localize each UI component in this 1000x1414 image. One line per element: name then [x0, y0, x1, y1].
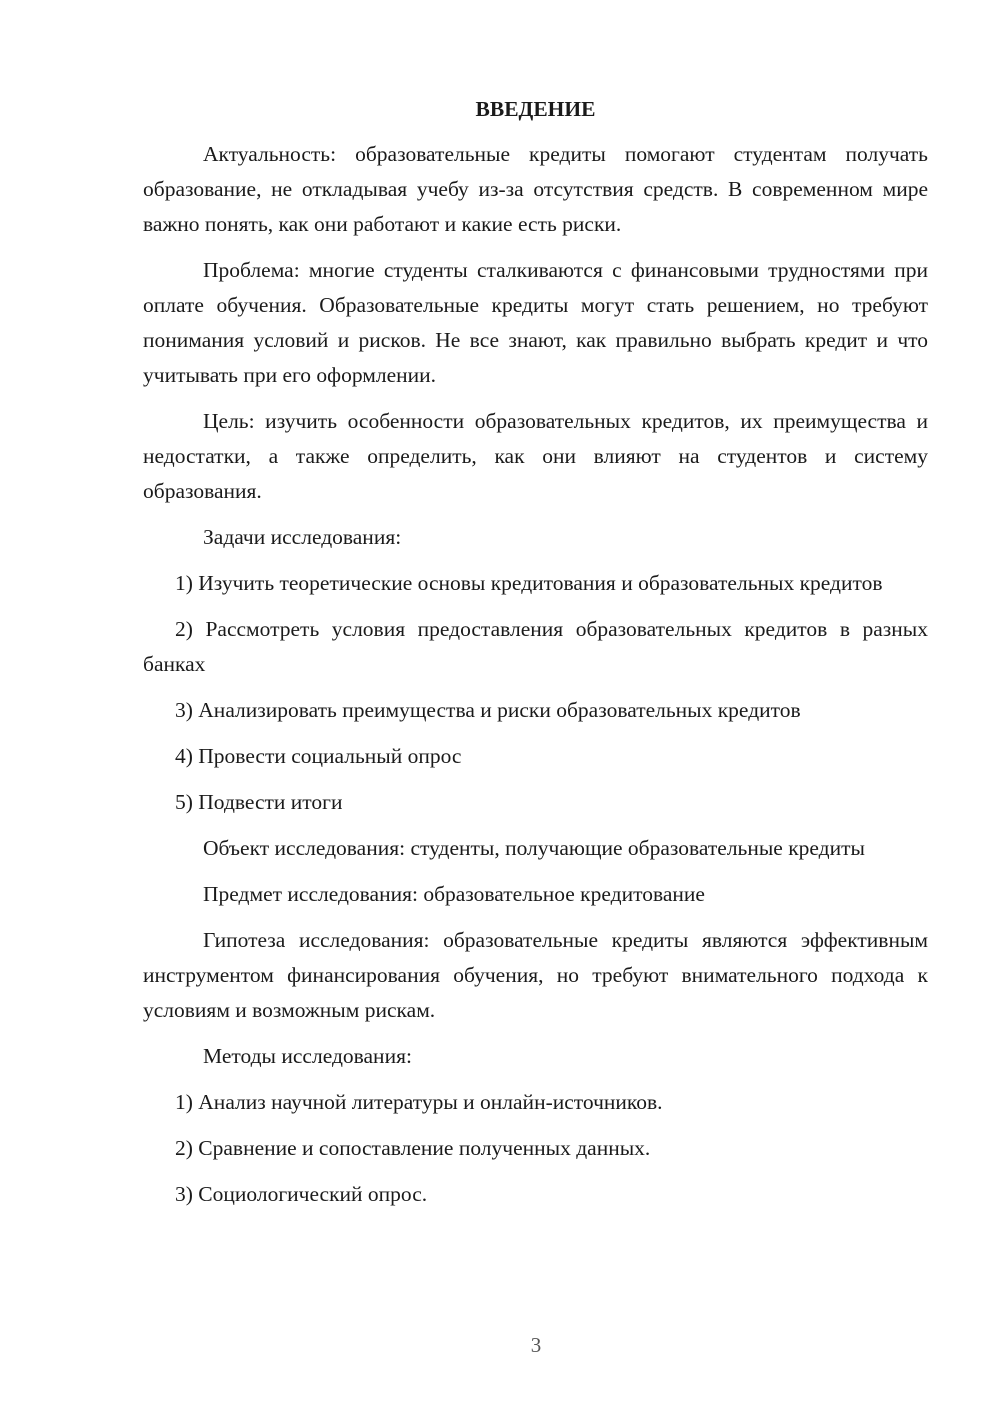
- tasks-heading: Задачи исследования:: [203, 525, 402, 549]
- task-item: 3) Анализировать преимущества и риски образовательных кредитов: [175, 698, 801, 722]
- method-item: 3) Социологический опрос.: [175, 1182, 428, 1206]
- method-item: 2) Сравнение и сопоставление полученных данных.: [175, 1136, 651, 1160]
- method-item: 1) Анализ научной литературы и онлайн-источников.: [175, 1090, 663, 1114]
- problem-paragraph: Проблема: многие студенты сталкиваются с финансовыми трудностями при оплате обучения. Образовательные кредиты могут стать решением, но требуют понимания условий и рисков. Не все знают, как правильно выбрать кредит и что учитывать при его оформлении.: [143, 258, 928, 387]
- task-item: 5) Подвести итоги: [175, 790, 343, 814]
- methods-heading: Методы исследования:: [203, 1044, 412, 1068]
- page-number: 3: [530, 1333, 542, 1357]
- hypothesis-paragraph: Гипотеза исследования: образовательные кредиты являются эффективным инструментом финансирования обучения, но требуют внимательного подхода к условиям и возможным рискам.: [143, 928, 928, 1022]
- task-item: 1) Изучить теоретические основы кредитования и образовательных кредитов: [175, 571, 883, 595]
- subject-paragraph: Предмет исследования: образовательное кредитование: [203, 882, 705, 906]
- object-paragraph: Объект исследования: студенты, получающие образовательные кредиты: [203, 836, 865, 860]
- page-content: [143, 92, 928, 1223]
- task-item: 4) Провести социальный опрос: [175, 744, 462, 768]
- section-title: ВВЕДЕНИЕ: [475, 97, 596, 121]
- goal-paragraph: Цель: изучить особенности образовательных кредитов, их преимущества и недостатки, а также определить, как они влияют на студентов и систему образования.: [143, 409, 928, 503]
- relevance-paragraph: Актуальность: образовательные кредиты помогают студентам получать образование, не откладывая учебу из-за отсутствия средств. В современном мире важно понять, как они работают и какие есть риски.: [143, 142, 928, 236]
- task-item: 2) Рассмотреть условия предоставления образовательных кредитов в разных банках: [143, 617, 928, 676]
